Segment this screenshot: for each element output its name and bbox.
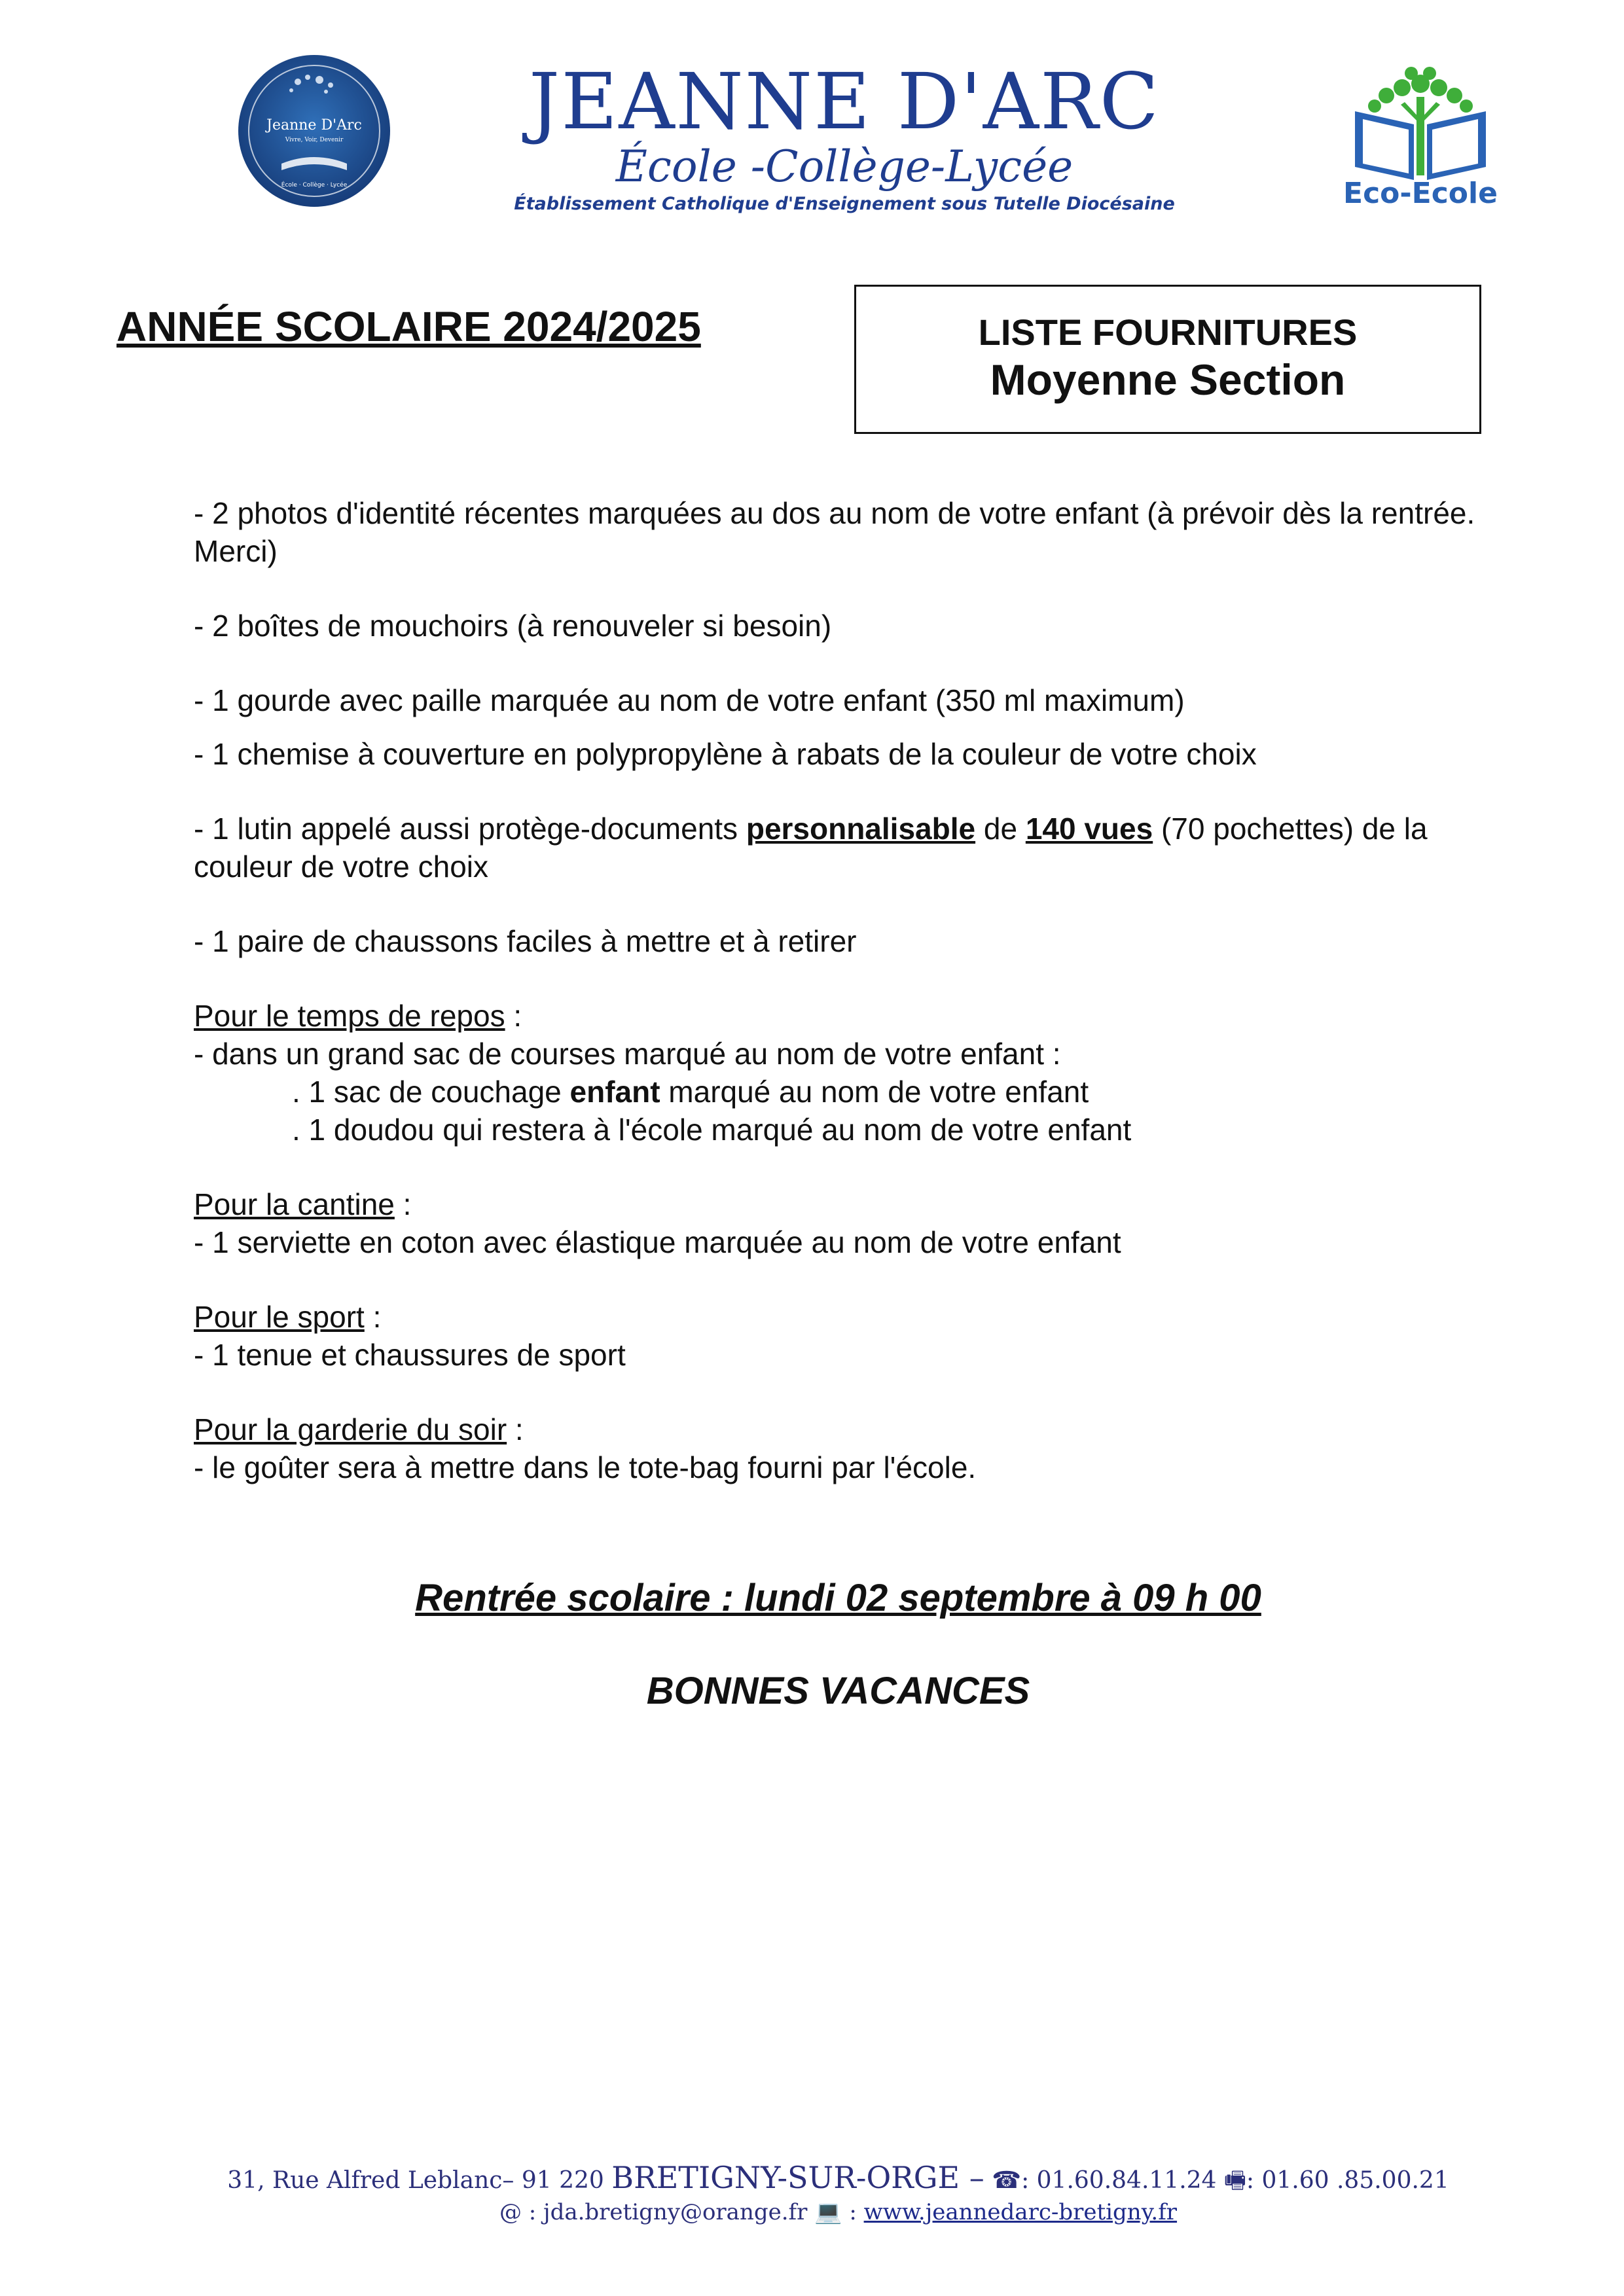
school-tagline: Établissement Catholique d'Enseignement sous Tutelle Diocésaine bbox=[514, 194, 1175, 214]
item-chaussons: - 1 paire de chaussons faciles à mettre et à retirer bbox=[194, 924, 857, 958]
cantine-line: - 1 serviette en coton avec élastique marquée au nom de votre enfant bbox=[194, 1225, 1121, 1259]
section-heading: Pour la garderie du soir bbox=[194, 1412, 507, 1446]
footer-address: 31, Rue Alfred Leblanc– 91 220 bbox=[227, 2167, 604, 2194]
repos-sub-item: . 1 doudou qui restera à l'école marqué au nom de votre enfant bbox=[292, 1113, 1132, 1147]
section-repos: Pour le temps de repos : bbox=[194, 999, 522, 1033]
school-name: JEANNE D'ARC bbox=[528, 56, 1161, 147]
svg-text:Jeanne D'Arc: Jeanne D'Arc bbox=[266, 117, 362, 134]
school-logo bbox=[236, 52, 393, 209]
section-sport: Pour le sport : bbox=[194, 1300, 382, 1334]
footer-city: BRETIGNY-SUR-ORGE – bbox=[611, 2160, 984, 2195]
supplies-box bbox=[854, 285, 1481, 434]
item-chemise: - 1 chemise à couverture en polypropylène à rabats de la couleur de votre choix bbox=[194, 737, 1257, 771]
repos-sub-item: . 1 sac de couchage enfant marqué au nom de votre enfant bbox=[292, 1075, 1089, 1109]
footer-phone: : 01.60.84.11.24 bbox=[1021, 2167, 1217, 2194]
item-mouchoirs: - 2 boîtes de mouchoirs (à renouveler si besoin) bbox=[194, 609, 832, 643]
rentree-date: Rentrée scolaire : lundi 02 septembre à 09 h 00 bbox=[415, 1577, 1261, 1619]
item-photos: - 2 photos d'identité récentes marquées au dos au nom de votre enfant (à prévoir dès la rentrée. Merci) bbox=[194, 496, 1475, 568]
section-heading: Pour le sport bbox=[194, 1300, 365, 1334]
supplies-list-title: LISTE FOURNITURES bbox=[978, 312, 1358, 353]
item-gourde: - 1 gourde avec paille marquée au nom de votre enfant (350 ml maximum) bbox=[194, 683, 1185, 717]
fax-icon: 🖷 bbox=[1223, 2167, 1246, 2194]
footer-fax: : 01.60 .85.00.21 bbox=[1246, 2167, 1449, 2194]
footer-email: @ : jda.bretigny@orange.fr bbox=[499, 2199, 808, 2225]
garderie-line: - le goûter sera à mettre dans le tote-bag fourni par l'école. bbox=[194, 1450, 977, 1484]
footer-contact-line: @ : jda.bretigny@orange.fr 💻 : www.jeannedarc-bretigny.fr bbox=[499, 2199, 1178, 2225]
website-link[interactable]: www.jeannedarc-bretigny.fr bbox=[863, 2199, 1178, 2225]
repos-line: - dans un grand sac de courses marqué au nom de votre enfant : bbox=[194, 1037, 1061, 1071]
class-level: Moyenne Section bbox=[990, 355, 1346, 404]
section-cantine: Pour la cantine : bbox=[194, 1187, 412, 1221]
school-header bbox=[458, 56, 1231, 219]
school-subtitle: École -Collège-Lycée bbox=[615, 141, 1074, 192]
phone-icon: ☎ bbox=[992, 2167, 1022, 2194]
section-heading: Pour la cantine bbox=[194, 1187, 395, 1221]
laptop-icon: 💻 bbox=[814, 2199, 842, 2225]
sport-line: - 1 tenue et chaussures de sport bbox=[194, 1338, 626, 1372]
bonnes-vacances: BONNES VACANCES bbox=[646, 1670, 1030, 1712]
eco-ecole-label: Eco-Ecole bbox=[1343, 177, 1498, 210]
svg-text:Vivre, Voir, Devenir: Vivre, Voir, Devenir bbox=[285, 137, 344, 143]
section-heading: Pour le temps de repos bbox=[194, 999, 505, 1033]
supplies-list bbox=[194, 494, 1503, 1486]
footer-address-line bbox=[0, 2160, 1624, 2203]
item-lutin: - 1 lutin appelé aussi protège-documents personnalisable de 140 vues (70 pochettes) de la couleur de votre choix bbox=[194, 812, 1428, 884]
school-year-title: ANNÉE SCOLAIRE 2024/2025 bbox=[117, 303, 701, 350]
section-garderie: Pour la garderie du soir : bbox=[194, 1412, 524, 1446]
svg-text:École · Collège · Lycée: École · Collège · Lycée bbox=[281, 182, 348, 188]
